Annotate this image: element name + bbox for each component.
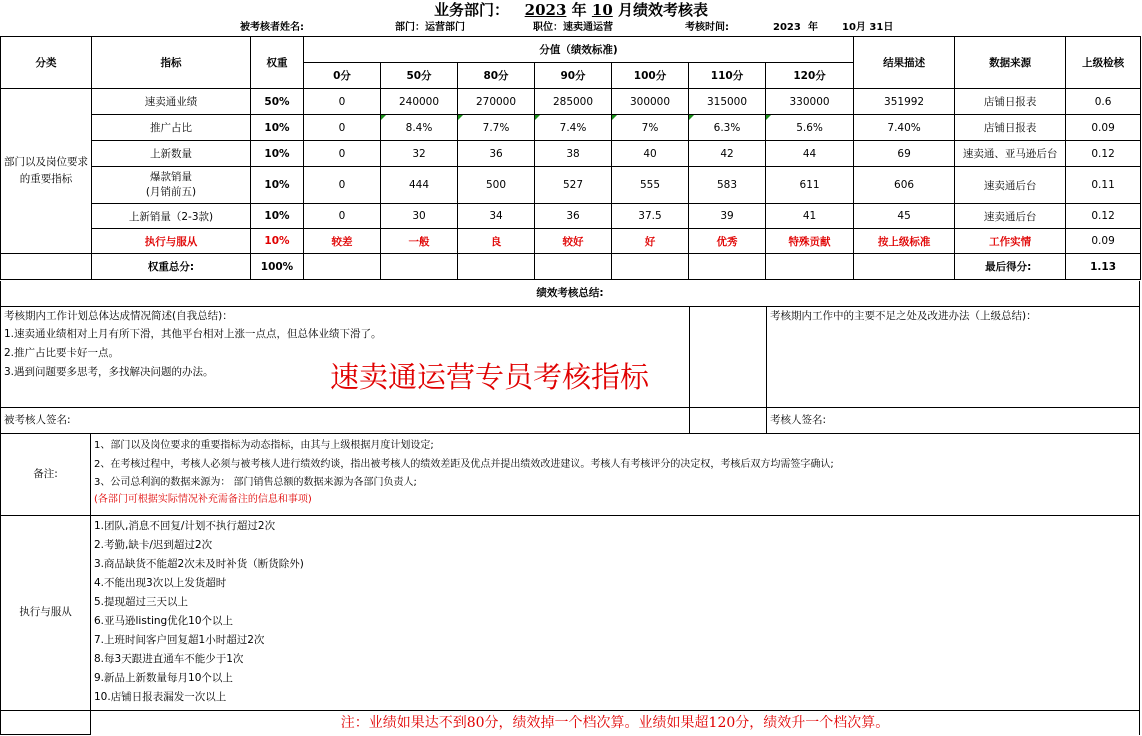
header-category: 分类: [1, 37, 92, 89]
indicator-line: 爆款销量: [150, 171, 192, 183]
final-score-label: 最后得分:: [955, 254, 1066, 280]
title-month: 10: [591, 1, 613, 19]
execution-label: 执行与服从: [0, 515, 91, 711]
score-cell: 0: [304, 89, 381, 115]
check-cell: 0.09: [1066, 229, 1141, 254]
score-cell: 36: [458, 141, 535, 167]
empty-cell: [854, 254, 955, 280]
execution-item: 3.商品缺货不能超2次未及时补货（断货除外): [94, 558, 304, 570]
score-cell: 44: [766, 141, 854, 167]
score-cell: 5.6%: [766, 115, 854, 141]
execution-item: 6.亚马逊listing优化10个以上: [94, 615, 234, 627]
score-cell: 527: [535, 167, 612, 204]
blank-cell: [0, 710, 91, 735]
result-cell: 45: [854, 204, 955, 229]
score-cell: 555: [612, 167, 689, 204]
weight-cell: 10%: [251, 167, 304, 204]
title-year: 2023: [524, 1, 567, 19]
score-cell: 611: [766, 167, 854, 204]
empty-cell: [381, 254, 458, 280]
score-cell: 36: [535, 204, 612, 229]
check-cell: 0.09: [1066, 115, 1141, 141]
indicator-cell: 上新销量（2-3款): [92, 204, 251, 229]
score-cell: 38: [535, 141, 612, 167]
blank-cell: [689, 306, 767, 408]
empty-cell: [612, 254, 689, 280]
remarks-line: 1、部门以及岗位要求的重要指标为动态指标，由其与上级根据月度计划设定;: [94, 440, 434, 451]
score-cell: 7%: [612, 115, 689, 141]
empty-cell: [458, 254, 535, 280]
score-cell: 240000: [381, 89, 458, 115]
score-cell: 285000: [535, 89, 612, 115]
examiner-signature: 考核人签名:: [766, 407, 1140, 434]
execution-item: 1.团队,消息不回复/计划不执行超过2次: [94, 520, 276, 532]
kpi-table: [0, 36, 1141, 280]
weight-cell: 10%: [251, 204, 304, 229]
table-row: [1, 89, 1141, 115]
table-row: [1, 141, 1141, 167]
empty-cell: [766, 254, 854, 280]
execution-item: 5.提现超过三天以上: [94, 596, 189, 608]
footer-note: 注：业绩如果达不到80分，绩效掉一个档次算。业绩如果超120分，绩效升一个档次算。: [90, 710, 1140, 735]
score-cell: 0: [304, 115, 381, 141]
header-level: 100分: [612, 63, 689, 89]
table-row: [1, 167, 1141, 204]
header-weight: 权重: [251, 37, 304, 89]
indicator-cell: 推广占比: [92, 115, 251, 141]
check-cell: 0.11: [1066, 167, 1141, 204]
remarks-note: (各部门可根据实际情况补充需备注的信息和事项): [94, 494, 312, 505]
score-cell: 444: [381, 167, 458, 204]
result-cell: 69: [854, 141, 955, 167]
total-row: [1, 254, 1141, 280]
indicator-cell: 速卖通业绩: [92, 89, 251, 115]
table-row: [1, 204, 1141, 229]
execution-box: [90, 515, 1140, 711]
header-level: 50分: [381, 63, 458, 89]
blank-cell: [689, 407, 767, 434]
indicator-cell: 执行与服从: [92, 229, 251, 254]
assessment-time-label: 考核时间:: [685, 22, 729, 33]
source-cell: 工作实情: [955, 229, 1066, 254]
result-cell: 按上级标准: [854, 229, 955, 254]
title-suffix: 月绩效考核表: [618, 1, 709, 19]
table-row: [1, 229, 1141, 254]
assessment-nian: 年: [808, 22, 818, 33]
improve-box: [766, 306, 1140, 408]
watermark-title: 速卖通运营专员考核指标: [330, 360, 650, 394]
score-cell: 270000: [458, 89, 535, 115]
final-score-value: 1.13: [1066, 254, 1141, 280]
remarks-box: [90, 433, 1140, 516]
header-level: 90分: [535, 63, 612, 89]
source-cell: 店铺日报表: [955, 89, 1066, 115]
empty-cell: [535, 254, 612, 280]
score-cell: 39: [689, 204, 766, 229]
title-prefix: 业务部门：: [433, 1, 509, 19]
score-cell: 0: [304, 141, 381, 167]
header-score-group: 分值（绩效标准): [304, 37, 854, 63]
empty-cell: [1, 254, 92, 280]
result-cell: 7.40%: [854, 115, 955, 141]
remarks-label: 备注:: [0, 433, 91, 516]
score-cell: 583: [689, 167, 766, 204]
score-cell: 良: [458, 229, 535, 254]
header-level: 80分: [458, 63, 535, 89]
indicator-cell: 上新数量: [92, 141, 251, 167]
header-level: 110分: [689, 63, 766, 89]
source-cell: 速卖通、亚马逊后台: [955, 141, 1066, 167]
score-cell: 较好: [535, 229, 612, 254]
remarks-line: 2、在考核过程中，考核人必须与被考核人进行绩效约谈，指出被考核人的绩效差距及优点并提出绩效改进建议。考核人有考核评分的决定权，考核后双方均需签字确认;: [94, 459, 834, 470]
assessment-year: 2023: [773, 22, 801, 33]
examinee-name-label: 被考核者姓名:: [240, 22, 304, 33]
indicator-cell: [92, 167, 251, 204]
position-label: 职位：速卖通运营: [533, 22, 613, 33]
title-nian: 年: [571, 1, 587, 19]
weight-cell: 10%: [251, 115, 304, 141]
header-source: 数据来源: [955, 37, 1066, 89]
score-cell: 8.4%: [381, 115, 458, 141]
execution-item: 7.上班时间客户回复超1小时超过2次: [94, 634, 265, 646]
score-cell: 特殊贡献: [766, 229, 854, 254]
improve-heading: 考核期内工作中的主要不足之处及改进办法（上级总结)：: [770, 310, 1037, 322]
header-check: 上级检核: [1066, 37, 1141, 89]
score-cell: 0: [304, 204, 381, 229]
score-cell: 40: [612, 141, 689, 167]
score-cell: 32: [381, 141, 458, 167]
score-cell: 7.4%: [535, 115, 612, 141]
total-label: 权重总分:: [92, 254, 251, 280]
category-cell: 部门以及岗位要求的重要指标: [1, 89, 92, 254]
score-cell: 7.7%: [458, 115, 535, 141]
score-cell: 300000: [612, 89, 689, 115]
score-cell: 315000: [689, 89, 766, 115]
examinee-signature: 被考核人签名:: [0, 407, 690, 434]
indicator-line: (月销前五): [145, 186, 197, 198]
score-cell: 41: [766, 204, 854, 229]
score-cell: 6.3%: [689, 115, 766, 141]
result-cell: 351992: [854, 89, 955, 115]
execution-item: 8.每3天跟进直通车不能少于1次: [94, 653, 244, 665]
header-level: 0分: [304, 63, 381, 89]
score-cell: 0: [304, 167, 381, 204]
execution-item: 2.考勤,缺卡/迟到超过2次: [94, 539, 213, 551]
weight-cell: 50%: [251, 89, 304, 115]
header-indicator: 指标: [92, 37, 251, 89]
total-weight: 100%: [251, 254, 304, 280]
assessment-date: 10月 31日: [842, 22, 894, 33]
score-cell: 好: [612, 229, 689, 254]
source-cell: 店铺日报表: [955, 115, 1066, 141]
summary-title: 绩效考核总结:: [0, 281, 1140, 307]
header-result: 结果描述: [854, 37, 955, 89]
score-cell: 34: [458, 204, 535, 229]
source-cell: 速卖通后台: [955, 204, 1066, 229]
empty-cell: [304, 254, 381, 280]
score-cell: 较差: [304, 229, 381, 254]
weight-cell: 10%: [251, 141, 304, 167]
check-cell: 0.12: [1066, 141, 1141, 167]
sheet-title: [0, 0, 1142, 20]
self-summary-heading: 考核期内工作计划总体达成情况简述(自我总结)：: [4, 310, 233, 322]
self-summary-line: 1.速卖通业绩相对上月有所下滑，其他平台相对上涨一点点，但总体业绩下滑了。: [4, 328, 382, 340]
score-cell: 优秀: [689, 229, 766, 254]
check-cell: 0.12: [1066, 204, 1141, 229]
score-cell: 500: [458, 167, 535, 204]
score-cell: 42: [689, 141, 766, 167]
weight-cell: 10%: [251, 229, 304, 254]
execution-item: 10.店铺日报表漏发一次以上: [94, 691, 227, 703]
department-label: 部门：运营部门: [395, 22, 465, 33]
score-cell: 37.5: [612, 204, 689, 229]
score-cell: 一般: [381, 229, 458, 254]
result-cell: 606: [854, 167, 955, 204]
check-cell: 0.6: [1066, 89, 1141, 115]
header-level: 120分: [766, 63, 854, 89]
score-cell: 330000: [766, 89, 854, 115]
execution-item: 9.新品上新数量每月10个以上: [94, 672, 233, 684]
source-cell: 速卖通后台: [955, 167, 1066, 204]
execution-item: 4.不能出现3次以上发货超时: [94, 577, 227, 589]
remarks-line: 3、公司总利润的数据来源为： 部门销售总额的数据来源为各部门负责人;: [94, 477, 417, 488]
empty-cell: [689, 254, 766, 280]
self-summary-line: 3.遇到问题要多思考，多找解决问题的办法。: [4, 366, 214, 378]
table-row: [1, 115, 1141, 141]
self-summary-line: 2.推广占比要卡好一点。: [4, 347, 120, 359]
score-cell: 30: [381, 204, 458, 229]
